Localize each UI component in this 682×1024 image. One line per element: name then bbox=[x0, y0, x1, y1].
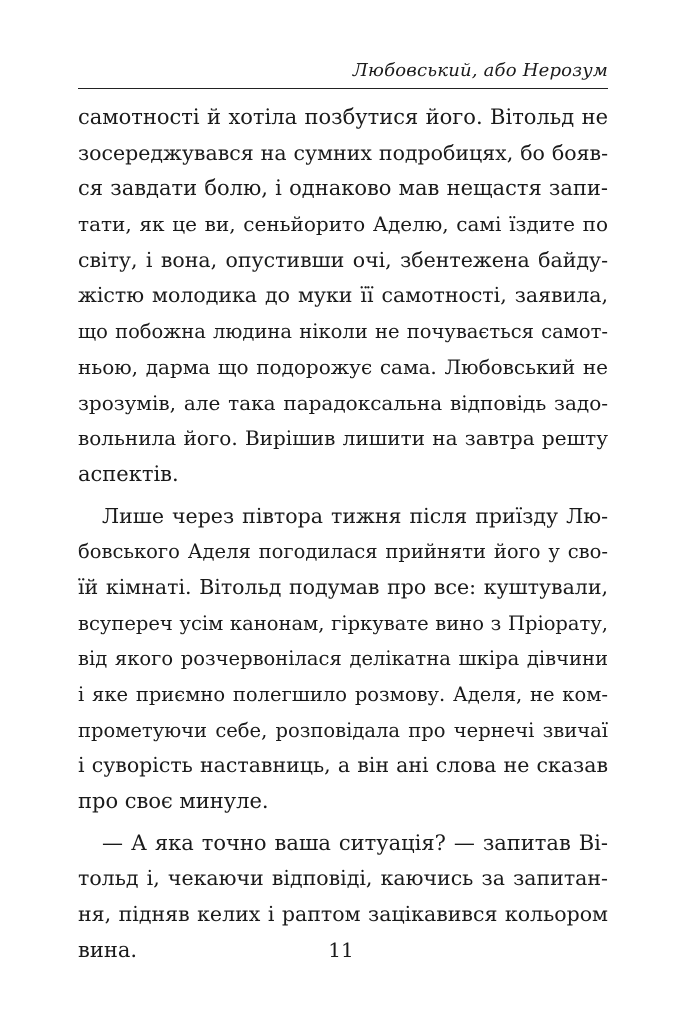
paragraph-2 bbox=[78, 499, 608, 820]
text-line: прометуючи себе, розповідала про чернечі звичаї bbox=[78, 718, 608, 742]
text-line: ньою, дарма що подорожує сама. Любовський не bbox=[78, 354, 608, 379]
text-line: бовського Аделя погодилася прийняти його у сво- bbox=[78, 540, 608, 564]
text-line: ня, підняв келих і раптом зацікавився кольором bbox=[78, 902, 608, 927]
text-line: ся завдати болю, і однаково мав нещастя запи- bbox=[78, 176, 608, 201]
text-line: і суворість наставниць, а він ані слова не сказав bbox=[78, 753, 608, 778]
text-line: зрозумів, але така парадоксальна відповідь задо- bbox=[78, 390, 608, 415]
text-line: їй кімнаті. Вітольд подумав про все: куштували, bbox=[78, 574, 608, 599]
body-text bbox=[78, 100, 608, 969]
text-line: — А яка точно ваша ситуація? — запитав Ві- bbox=[102, 830, 608, 855]
text-line: вина. bbox=[78, 937, 138, 962]
running-header: Любовський, або Нерозум bbox=[352, 60, 608, 81]
text-line: світу, і вона, опустивши очі, збентежена байду- bbox=[78, 247, 608, 272]
text-line: вольнила його. Вирішив лишити на завтра решту bbox=[78, 426, 608, 451]
text-line: і яке приємно полегшило розмову. Аделя, не ком- bbox=[78, 683, 608, 706]
page-number: 11 bbox=[328, 938, 354, 962]
header-rule bbox=[78, 88, 608, 89]
paragraph-1 bbox=[78, 100, 608, 493]
text-line: аспектів. bbox=[78, 461, 179, 486]
text-line: що побожна людина ніколи не почувається самот- bbox=[78, 320, 608, 344]
text-line: про своє минуле. bbox=[78, 789, 269, 814]
text-line: самотності й хотіла позбутися його. Вітольд не bbox=[78, 105, 608, 129]
text-line: від якого розчервонілася делікатна шкіра дівчини bbox=[78, 647, 608, 671]
text-line: всупереч усім канонам, гіркувате вино з Пріорату, bbox=[78, 611, 608, 635]
text-line: тати, як це ви, сеньйорито Аделю, самі їздите по bbox=[78, 212, 608, 237]
text-line: Лише через півтора тижня після приїзду Лю- bbox=[102, 503, 608, 528]
text-line: жістю молодика до муки її самотності, заявила, bbox=[78, 283, 608, 308]
text-line: зосереджувався на сумних подробицях, бо бояв- bbox=[78, 140, 608, 165]
text-line: тольд і, чекаючи відповіді, каючись за запитан- bbox=[78, 866, 608, 891]
